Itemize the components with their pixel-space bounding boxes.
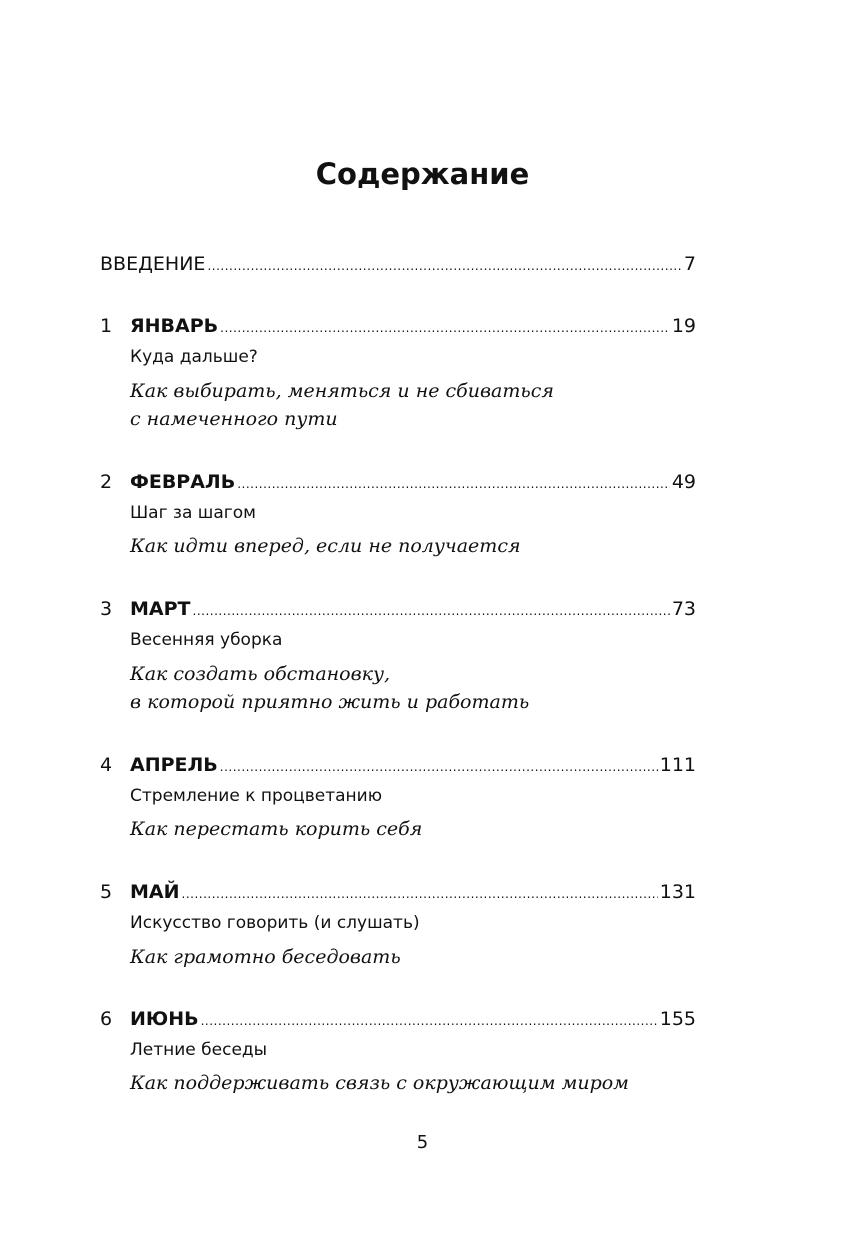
chapter-subtitle-4: Стремление к процветанию [130,786,383,806]
chapter-subtitle-1: Куда дальше? [130,347,258,367]
toc-chapter-row-4 [100,751,696,779]
chapter-description-4a: Как перестать корить себя [130,818,423,840]
chapter-description-1a: Как выбирать, меняться и не сбиваться [130,380,554,402]
chapter-description-3b: в которой приятно жить и работать [130,691,530,713]
chapter-number: 3 [100,598,113,620]
chapter-title: АПРЕЛЬ [130,754,218,776]
chapter-number: 4 [100,754,113,776]
chapter-page: 73 [671,598,696,620]
chapter-page: 155 [659,1008,696,1030]
page-title: Содержание [315,157,530,191]
toc-chapter-row-1 [100,312,696,340]
toc-intro-row [100,250,696,278]
leader-dots [201,1005,658,1035]
chapter-number: 5 [100,881,113,903]
chapter-title: ФЕВРАЛЬ [130,471,236,493]
toc-intro-label: ВВЕДЕНИЕ [100,253,206,275]
chapter-subtitle-6: Летние беседы [130,1040,268,1060]
toc-chapter-row-3 [100,595,696,623]
chapter-description-1b: с намеченного пути [130,408,338,430]
leader-dots [207,250,681,280]
chapter-title: ЯНВАРЬ [130,315,219,337]
leader-dots [193,595,670,625]
chapter-description-2a: Как идти вперед, если не получается [130,535,521,557]
toc-chapter-row-6 [100,1005,696,1033]
chapter-title: ИЮНЬ [130,1008,199,1030]
chapter-description-5a: Как грамотно беседовать [130,946,401,968]
chapter-subtitle-5: Искусство говорить (и слушать) [130,913,420,933]
chapter-number: 2 [100,471,113,493]
chapter-subtitle-3: Весенняя уборка [130,630,283,650]
chapter-page: 111 [659,754,696,776]
toc-chapter-row-2 [100,468,696,496]
leader-dots [220,312,670,342]
leader-dots [237,468,670,498]
chapter-subtitle-2: Шаг за шагом [130,503,256,523]
chapter-page: 131 [659,881,696,903]
leader-dots [182,878,658,908]
chapter-page: 19 [671,315,696,337]
page-number: 5 [416,1132,429,1153]
chapter-title: МАРТ [130,598,191,620]
chapter-number: 6 [100,1008,113,1030]
chapter-description-6a: Как поддерживать связь с окружающим миром [130,1072,629,1094]
toc-intro-page: 7 [683,253,696,275]
chapter-title: МАЙ [130,881,180,903]
toc-chapter-row-5 [100,878,696,906]
chapter-number: 1 [100,315,113,337]
chapter-page: 49 [671,471,696,493]
chapter-description-3a: Как создать обстановку, [130,663,391,685]
leader-dots [220,751,658,781]
